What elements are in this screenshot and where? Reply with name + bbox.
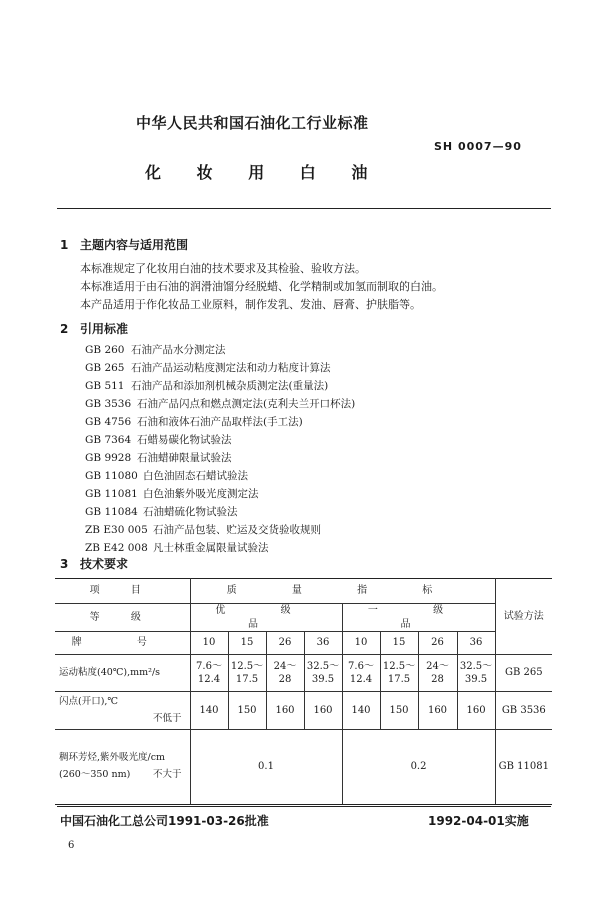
reference-code: GB 511 [85, 380, 125, 392]
brand-row [55, 632, 552, 655]
value-low: 12.5～ [230, 660, 264, 672]
specification-table [55, 578, 552, 805]
doc-title-char: 化 [145, 163, 162, 182]
reference-title: 石油产品和添加剂机械杂质测定法(重量法) [131, 380, 329, 392]
value-high: 39.5 [464, 674, 488, 685]
value-high: 17.5 [235, 674, 259, 685]
reference-code: GB 4756 [85, 416, 132, 428]
value-low: 7.6～ [348, 660, 374, 672]
page-number: 6 [68, 840, 75, 851]
row-label-range: (260～350 nm) [59, 769, 131, 780]
value-cell [190, 655, 228, 692]
reference-item [85, 522, 321, 537]
section-title: 主题内容与适用范围 [80, 238, 189, 252]
reference-title: 石油蜡硫化物试验法 [143, 506, 238, 518]
value-high: 28 [278, 674, 292, 685]
value-cell [457, 655, 495, 692]
aromatics-row [55, 730, 552, 805]
value-cell [418, 655, 457, 692]
row-limit-note: 不低于 [152, 712, 182, 724]
value-high: 39.5 [311, 674, 335, 685]
section-3-heading [60, 555, 128, 572]
reference-item [85, 486, 259, 501]
brand-cell: 10 [190, 632, 228, 655]
reference-code: GB 9928 [85, 452, 132, 464]
brand-cell: 15 [228, 632, 266, 655]
reference-title: 白色油紫外吸光度测定法 [143, 488, 259, 500]
quality-header: 质 量 指 标 [190, 579, 495, 604]
value-cell [304, 655, 342, 692]
reference-item [85, 360, 331, 375]
paragraph: 本标准适用于由石油的润滑油馏分经脱蜡、化学精制或加氢而制取的白油。 [80, 280, 443, 293]
row-label: 稠环芳烃,紫外吸光度/cm [59, 752, 166, 764]
paragraph: 本产品适用于作化妆品工业原料，制作发乳、发油、唇膏、护肤脂等。 [80, 298, 421, 311]
reference-code: GB 265 [85, 362, 125, 374]
reference-item [85, 414, 303, 429]
value-cell: 160 [418, 692, 457, 730]
reference-code: GB 7364 [85, 434, 132, 446]
first-value-cell: 0.2 [342, 730, 495, 805]
paragraph: 本标准规定了化妆用白油的技术要求及其检验、验收方法。 [80, 262, 366, 275]
reference-title: 石油产品闪点和燃点测定法(克利夫兰开口杯法) [137, 398, 356, 410]
reference-item [85, 378, 328, 393]
value-cell: 140 [342, 692, 380, 730]
section-2-heading [60, 320, 128, 337]
doc-title [145, 160, 397, 183]
reference-code: GB 11081 [85, 488, 138, 500]
brand-cell: 15 [380, 632, 418, 655]
value-cell [228, 655, 266, 692]
brand-label: 牌 号 [55, 632, 190, 655]
reference-item [85, 450, 232, 465]
reference-code: GB 11084 [85, 506, 138, 518]
flash-point-row [55, 692, 552, 730]
reference-title: 石油蜡砷限量试验法 [137, 452, 232, 464]
method-cell: GB 265 [495, 655, 552, 692]
doc-title-char: 油 [351, 163, 368, 182]
reference-item [85, 468, 248, 483]
reference-code: GB 11080 [85, 470, 138, 482]
method-cell: GB 11081 [495, 730, 552, 805]
item-header: 项 目 [55, 579, 190, 604]
reference-item [85, 540, 269, 555]
brand-cell: 36 [457, 632, 495, 655]
reference-item [85, 342, 226, 357]
reference-code: GB 3536 [85, 398, 132, 410]
section-number: 2 [60, 322, 69, 336]
reference-title: 石油产品运动粘度测定法和动力粘度计算法 [131, 362, 331, 374]
value-high: 12.4 [197, 674, 221, 685]
grade-row [55, 604, 552, 632]
row-limit-note: 不大于 [152, 769, 182, 780]
value-low: 12.5～ [382, 660, 416, 672]
reference-item [85, 432, 232, 447]
value-cell: 150 [228, 692, 266, 730]
table-header-row [55, 579, 552, 604]
value-cell: 160 [457, 692, 495, 730]
value-low: 7.6～ [196, 660, 222, 672]
method-cell: GB 3536 [495, 692, 552, 730]
section-title: 技术要求 [80, 557, 129, 571]
doc-title-char: 用 [248, 163, 265, 182]
value-cell: 160 [266, 692, 304, 730]
reference-code: ZB E42 008 [85, 542, 148, 554]
section-number: 3 [60, 557, 69, 571]
org-title: 中华人民共和国石油化工行业标准 [136, 114, 369, 132]
method-header: 试验方法 [495, 579, 552, 655]
value-high: 28 [431, 674, 444, 685]
row-label: 运动粘度(40℃),mm²/s [55, 655, 190, 692]
reference-title: 石油产品包装、贮运及交货验收规则 [153, 524, 321, 536]
value-high: 12.4 [349, 674, 373, 685]
value-cell: 150 [380, 692, 418, 730]
reference-title: 白色油固态石蜡试验法 [143, 470, 248, 482]
header-divider [57, 208, 551, 209]
superior-value-cell: 0.1 [190, 730, 342, 805]
standard-code: SH 0007—90 [434, 140, 522, 153]
value-cell: 160 [304, 692, 342, 730]
value-low: 32.5～ [459, 660, 493, 672]
reference-title: 石油产品水分测定法 [131, 344, 226, 356]
reference-title: 石油和液体石油产品取样法(手工法) [137, 416, 303, 428]
grade-first: 一 级 品 [342, 604, 495, 632]
section-title: 引用标准 [80, 322, 129, 336]
section-1-heading [60, 236, 188, 253]
reference-item [85, 504, 238, 519]
value-cell [380, 655, 418, 692]
approval-line: 中国石油化工总公司1991-03-26批准 [60, 814, 269, 828]
value-cell: 140 [190, 692, 228, 730]
doc-title-char: 白 [299, 163, 316, 182]
brand-cell: 10 [342, 632, 380, 655]
row-label-cell [55, 730, 190, 805]
value-low: 24～ [426, 660, 449, 672]
section-number: 1 [60, 238, 69, 252]
value-cell [266, 655, 304, 692]
viscosity-row [55, 655, 552, 692]
footer-divider [57, 806, 551, 807]
brand-cell: 36 [304, 632, 342, 655]
value-high: 17.5 [387, 674, 411, 685]
reference-title: 石蜡易碳化物试验法 [137, 434, 232, 446]
brand-cell: 26 [418, 632, 457, 655]
value-low: 32.5～ [306, 660, 340, 672]
grade-label: 等 级 [55, 604, 190, 632]
reference-title: 凡士林重金属限量试验法 [153, 542, 269, 554]
reference-code: GB 260 [85, 344, 125, 356]
row-label-cell [55, 692, 190, 730]
value-low: 24～ [273, 660, 297, 672]
reference-item [85, 396, 355, 411]
row-label: 闪点(开口),℃ [59, 695, 119, 707]
value-cell [342, 655, 380, 692]
effective-date: 1992-04-01实施 [428, 814, 529, 828]
reference-code: ZB E30 005 [85, 524, 148, 536]
doc-title-char: 妆 [196, 163, 213, 182]
grade-superior: 优 级 品 [190, 604, 342, 632]
brand-cell: 26 [266, 632, 304, 655]
